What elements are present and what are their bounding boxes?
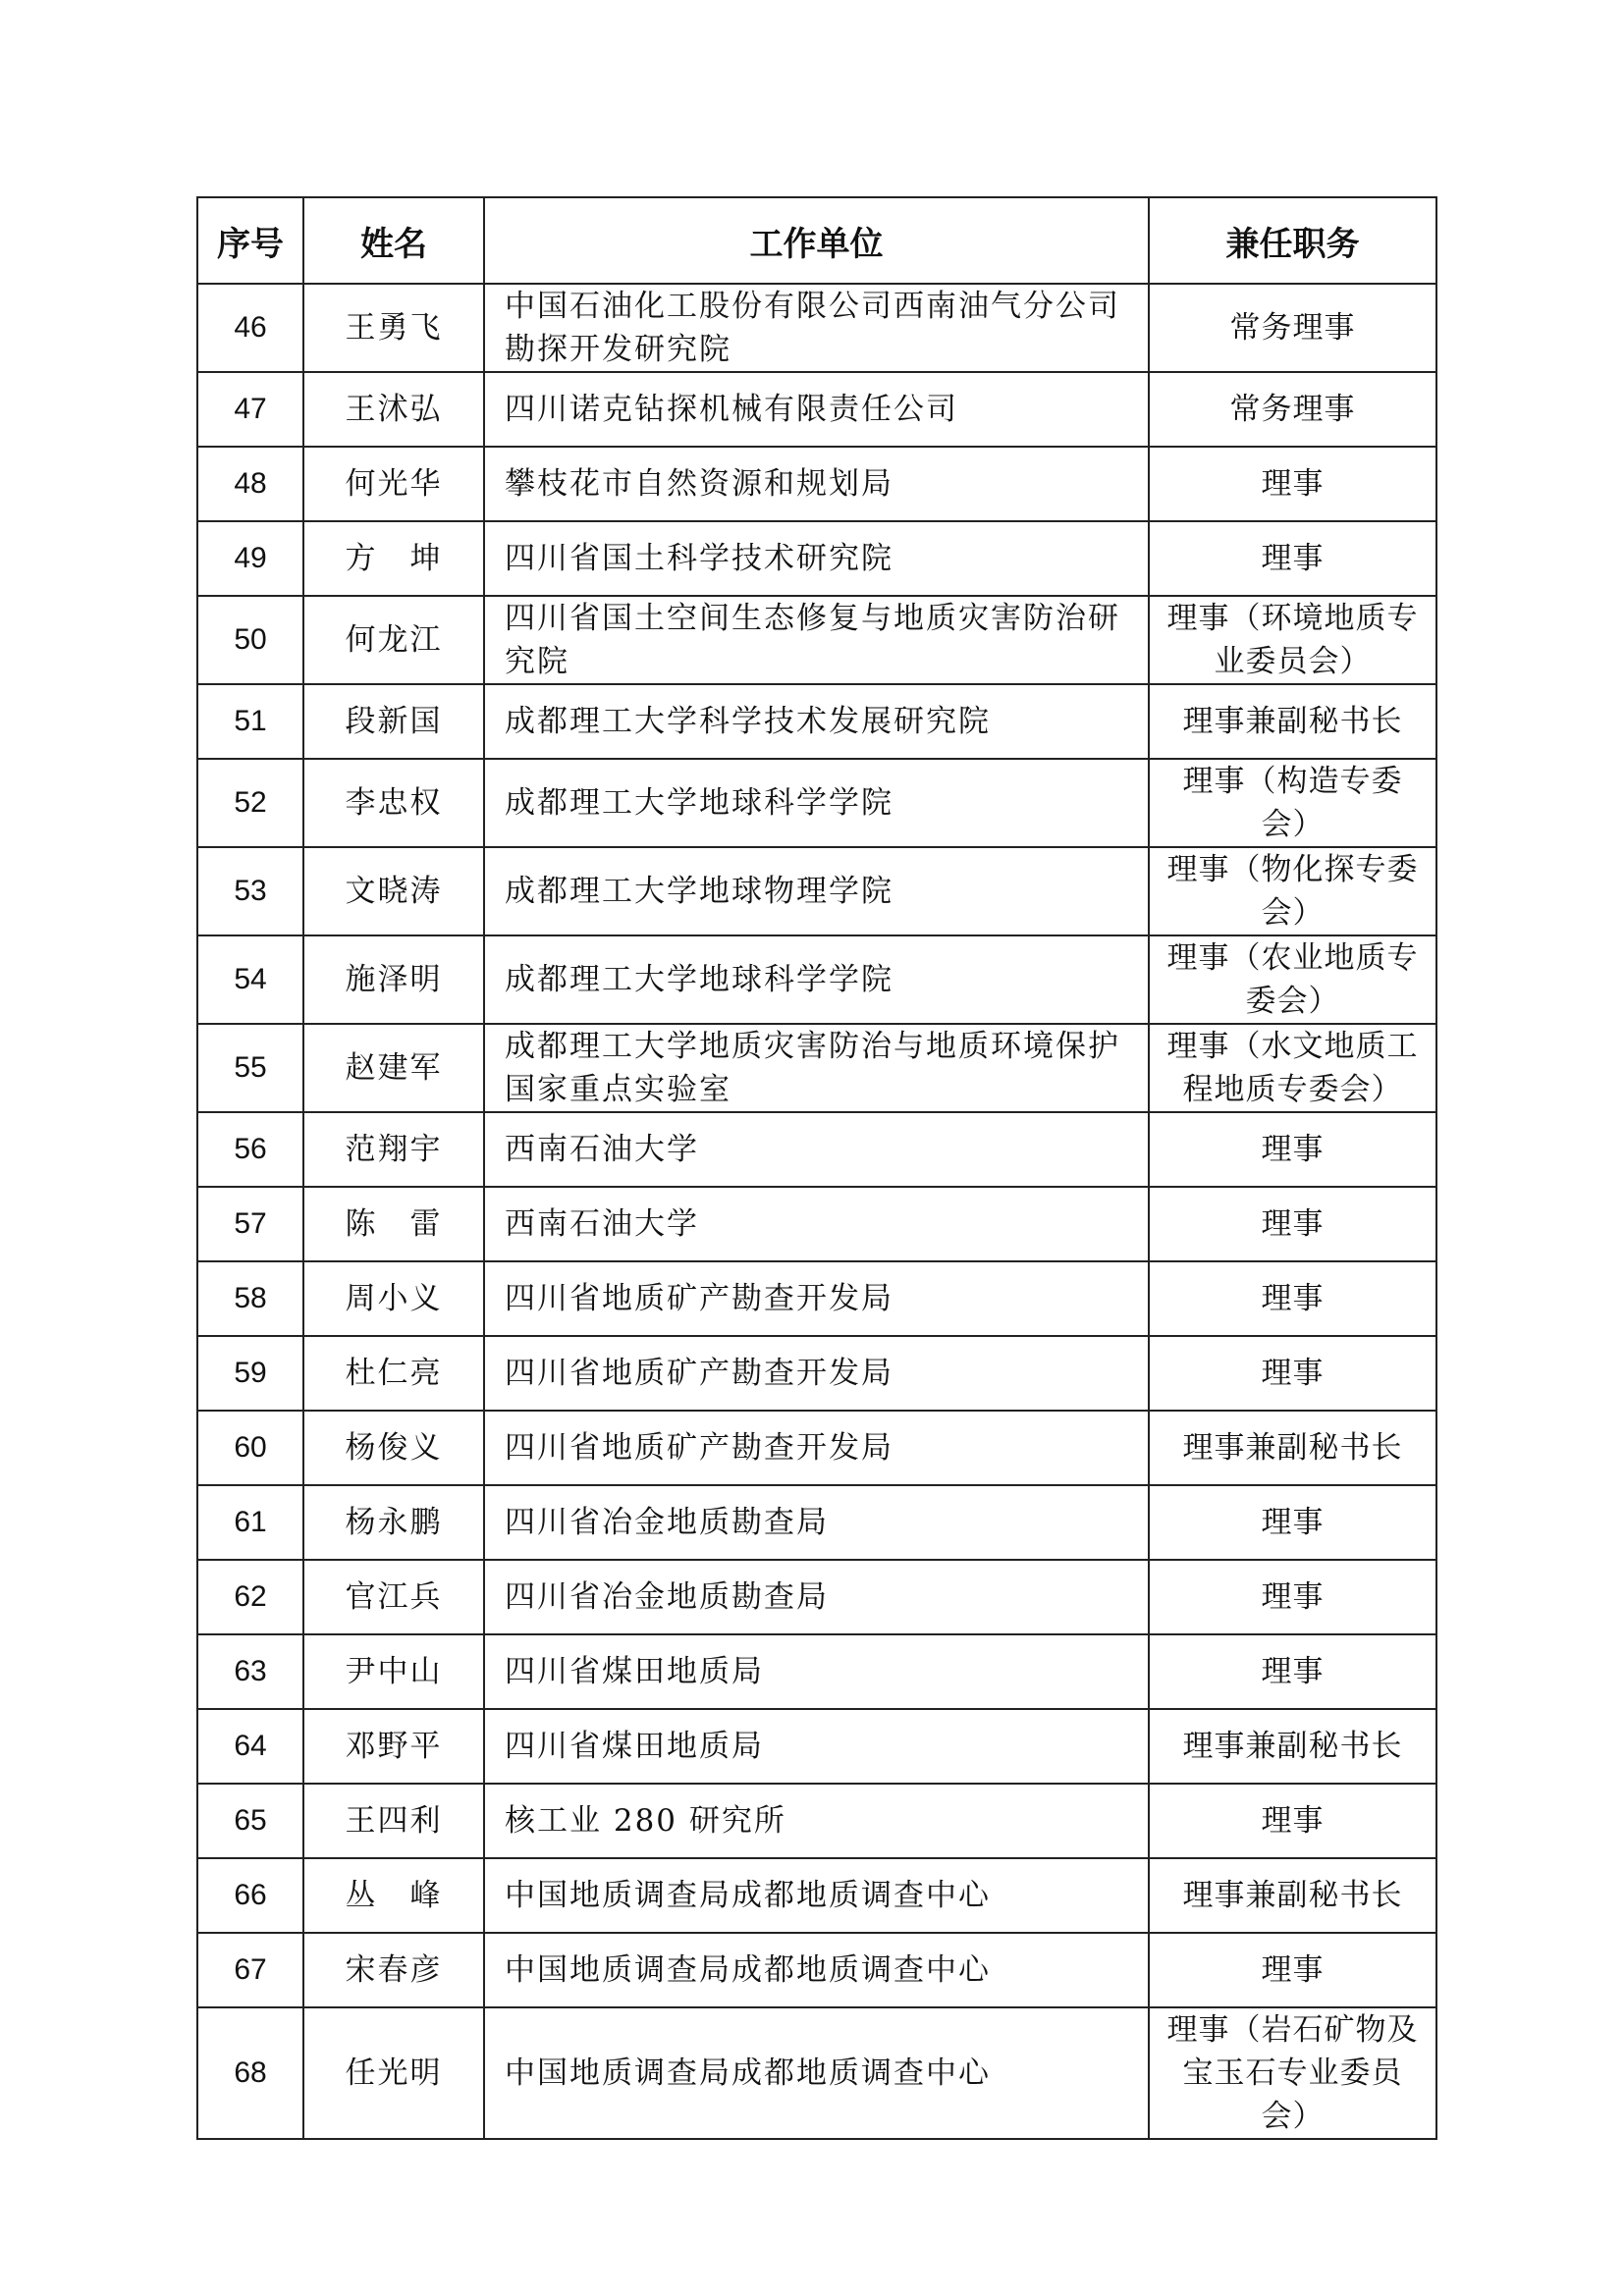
table-row bbox=[197, 284, 1436, 372]
cell-position: 理事 bbox=[1149, 447, 1436, 521]
table-row bbox=[197, 2007, 1436, 2139]
cell-name: 施泽明 bbox=[303, 935, 484, 1024]
cell-name: 任光明 bbox=[303, 2007, 484, 2139]
cell-serial-number: 52 bbox=[197, 759, 303, 847]
table-row bbox=[197, 1112, 1436, 1187]
cell-serial-number: 48 bbox=[197, 447, 303, 521]
table-row bbox=[197, 935, 1436, 1024]
cell-position: 理事 bbox=[1149, 1261, 1436, 1336]
cell-position: 理事兼副秘书长 bbox=[1149, 1709, 1436, 1784]
cell-work-unit: 中国石油化工股份有限公司西南油气分公司勘探开发研究院 bbox=[484, 284, 1149, 372]
table-row bbox=[197, 1634, 1436, 1709]
cell-position: 理事（岩石矿物及宝玉石专业委员会） bbox=[1149, 2007, 1436, 2139]
header-work-unit: 工作单位 bbox=[484, 197, 1149, 284]
cell-serial-number: 56 bbox=[197, 1112, 303, 1187]
cell-serial-number: 63 bbox=[197, 1634, 303, 1709]
table-row bbox=[197, 1858, 1436, 1933]
cell-serial-number: 53 bbox=[197, 847, 303, 935]
cell-work-unit: 四川省国土科学技术研究院 bbox=[484, 521, 1149, 596]
cell-work-unit: 成都理工大学地球科学学院 bbox=[484, 759, 1149, 847]
cell-work-unit: 四川省地质矿产勘查开发局 bbox=[484, 1261, 1149, 1336]
cell-serial-number: 60 bbox=[197, 1411, 303, 1485]
cell-position: 理事 bbox=[1149, 1336, 1436, 1411]
document-page bbox=[196, 196, 1435, 2140]
cell-serial-number: 62 bbox=[197, 1560, 303, 1634]
table-row bbox=[197, 1485, 1436, 1560]
table-row bbox=[197, 1187, 1436, 1261]
table-row bbox=[197, 1411, 1436, 1485]
cell-position: 理事（农业地质专委会） bbox=[1149, 935, 1436, 1024]
cell-serial-number: 46 bbox=[197, 284, 303, 372]
cell-serial-number: 47 bbox=[197, 372, 303, 447]
table-header-row bbox=[197, 197, 1436, 284]
cell-serial-number: 50 bbox=[197, 596, 303, 684]
cell-position: 理事（水文地质工程地质专委会） bbox=[1149, 1024, 1436, 1112]
cell-name: 何龙江 bbox=[303, 596, 484, 684]
table-row bbox=[197, 1784, 1436, 1858]
cell-work-unit: 四川省地质矿产勘查开发局 bbox=[484, 1411, 1149, 1485]
table-row bbox=[197, 596, 1436, 684]
cell-position: 常务理事 bbox=[1149, 284, 1436, 372]
cell-work-unit: 成都理工大学科学技术发展研究院 bbox=[484, 684, 1149, 759]
member-table bbox=[196, 196, 1437, 2140]
cell-work-unit: 四川省国土空间生态修复与地质灾害防治研究院 bbox=[484, 596, 1149, 684]
cell-serial-number: 66 bbox=[197, 1858, 303, 1933]
cell-position: 理事兼副秘书长 bbox=[1149, 684, 1436, 759]
cell-name: 陈 雷 bbox=[303, 1187, 484, 1261]
cell-serial-number: 58 bbox=[197, 1261, 303, 1336]
table-row bbox=[197, 847, 1436, 935]
cell-name: 王勇飞 bbox=[303, 284, 484, 372]
cell-position: 理事兼副秘书长 bbox=[1149, 1411, 1436, 1485]
cell-name: 王沭弘 bbox=[303, 372, 484, 447]
cell-name: 宋春彦 bbox=[303, 1933, 484, 2007]
cell-name: 杨永鹏 bbox=[303, 1485, 484, 1560]
cell-position: 理事（构造专委会） bbox=[1149, 759, 1436, 847]
cell-position: 常务理事 bbox=[1149, 372, 1436, 447]
table-row bbox=[197, 447, 1436, 521]
cell-serial-number: 64 bbox=[197, 1709, 303, 1784]
cell-name: 赵建军 bbox=[303, 1024, 484, 1112]
cell-name: 杜仁亮 bbox=[303, 1336, 484, 1411]
cell-name: 范翔宇 bbox=[303, 1112, 484, 1187]
table-row bbox=[197, 1560, 1436, 1634]
cell-serial-number: 54 bbox=[197, 935, 303, 1024]
cell-position: 理事 bbox=[1149, 1112, 1436, 1187]
cell-name: 段新国 bbox=[303, 684, 484, 759]
cell-serial-number: 51 bbox=[197, 684, 303, 759]
cell-work-unit: 西南石油大学 bbox=[484, 1187, 1149, 1261]
cell-position: 理事（物化探专委会） bbox=[1149, 847, 1436, 935]
cell-position: 理事 bbox=[1149, 521, 1436, 596]
cell-name: 杨俊义 bbox=[303, 1411, 484, 1485]
cell-work-unit: 中国地质调查局成都地质调查中心 bbox=[484, 2007, 1149, 2139]
cell-serial-number: 68 bbox=[197, 2007, 303, 2139]
cell-work-unit: 四川诺克钻探机械有限责任公司 bbox=[484, 372, 1149, 447]
cell-name: 丛 峰 bbox=[303, 1858, 484, 1933]
table-row bbox=[197, 684, 1436, 759]
cell-serial-number: 57 bbox=[197, 1187, 303, 1261]
cell-work-unit: 中国地质调查局成都地质调查中心 bbox=[484, 1933, 1149, 2007]
cell-work-unit: 四川省冶金地质勘查局 bbox=[484, 1560, 1149, 1634]
table-row bbox=[197, 1336, 1436, 1411]
cell-serial-number: 49 bbox=[197, 521, 303, 596]
cell-work-unit: 成都理工大学地球物理学院 bbox=[484, 847, 1149, 935]
cell-work-unit: 核工业 280 研究所 bbox=[484, 1784, 1149, 1858]
cell-position: 理事 bbox=[1149, 1485, 1436, 1560]
cell-work-unit: 中国地质调查局成都地质调查中心 bbox=[484, 1858, 1149, 1933]
cell-name: 尹中山 bbox=[303, 1634, 484, 1709]
cell-work-unit: 四川省煤田地质局 bbox=[484, 1634, 1149, 1709]
table-row bbox=[197, 1709, 1436, 1784]
cell-name: 周小义 bbox=[303, 1261, 484, 1336]
cell-serial-number: 59 bbox=[197, 1336, 303, 1411]
cell-position: 理事兼副秘书长 bbox=[1149, 1858, 1436, 1933]
cell-work-unit: 攀枝花市自然资源和规划局 bbox=[484, 447, 1149, 521]
cell-serial-number: 67 bbox=[197, 1933, 303, 2007]
cell-name: 王四利 bbox=[303, 1784, 484, 1858]
cell-position: 理事 bbox=[1149, 1187, 1436, 1261]
cell-name: 文晓涛 bbox=[303, 847, 484, 935]
cell-work-unit: 成都理工大学地质灾害防治与地质环境保护国家重点实验室 bbox=[484, 1024, 1149, 1112]
cell-name: 李忠权 bbox=[303, 759, 484, 847]
cell-serial-number: 55 bbox=[197, 1024, 303, 1112]
cell-position: 理事 bbox=[1149, 1560, 1436, 1634]
header-serial-number: 序号 bbox=[197, 197, 303, 284]
cell-name: 方 坤 bbox=[303, 521, 484, 596]
cell-name: 邓野平 bbox=[303, 1709, 484, 1784]
table-row bbox=[197, 1261, 1436, 1336]
cell-serial-number: 61 bbox=[197, 1485, 303, 1560]
table-row bbox=[197, 1024, 1436, 1112]
cell-work-unit: 西南石油大学 bbox=[484, 1112, 1149, 1187]
cell-position: 理事 bbox=[1149, 1634, 1436, 1709]
cell-position: 理事 bbox=[1149, 1784, 1436, 1858]
table-row bbox=[197, 521, 1436, 596]
table-row bbox=[197, 372, 1436, 447]
header-concurrent-position: 兼任职务 bbox=[1149, 197, 1436, 284]
cell-name: 官江兵 bbox=[303, 1560, 484, 1634]
cell-work-unit: 四川省煤田地质局 bbox=[484, 1709, 1149, 1784]
table-row bbox=[197, 1933, 1436, 2007]
header-name: 姓名 bbox=[303, 197, 484, 284]
cell-position: 理事（环境地质专业委员会） bbox=[1149, 596, 1436, 684]
cell-work-unit: 四川省冶金地质勘查局 bbox=[484, 1485, 1149, 1560]
table-row bbox=[197, 759, 1436, 847]
cell-position: 理事 bbox=[1149, 1933, 1436, 2007]
cell-work-unit: 四川省地质矿产勘查开发局 bbox=[484, 1336, 1149, 1411]
cell-serial-number: 65 bbox=[197, 1784, 303, 1858]
cell-work-unit: 成都理工大学地球科学学院 bbox=[484, 935, 1149, 1024]
cell-name: 何光华 bbox=[303, 447, 484, 521]
